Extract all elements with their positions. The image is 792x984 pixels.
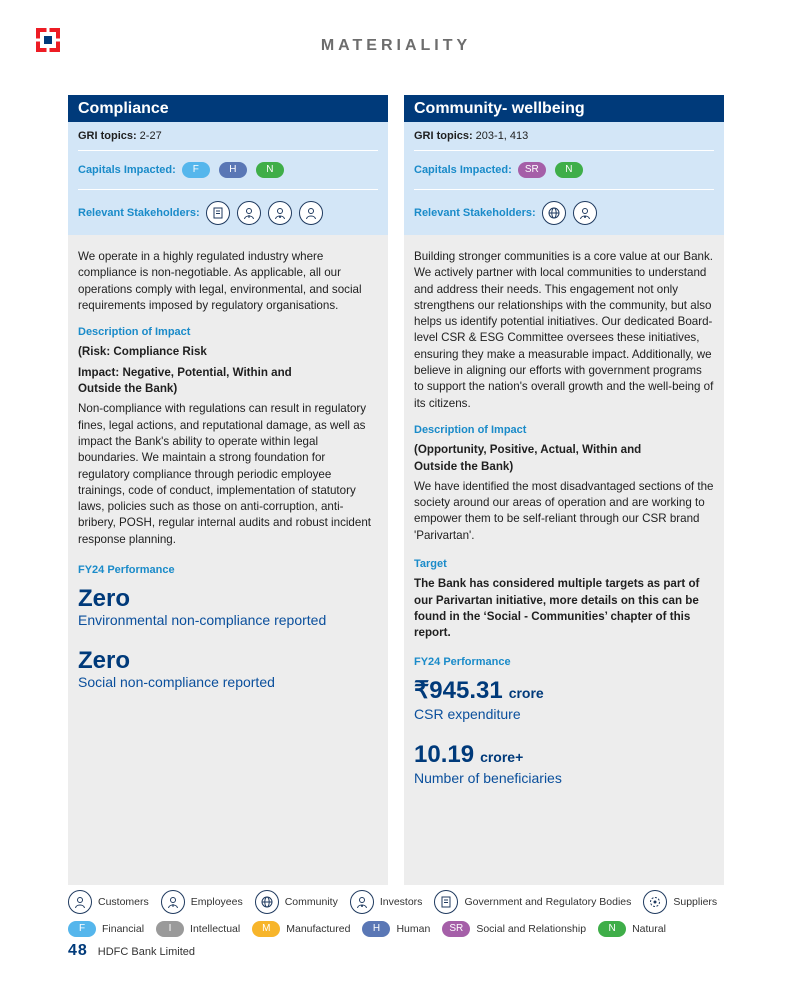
capital-badge: F bbox=[182, 162, 210, 178]
capital-badge: N bbox=[598, 921, 626, 937]
employee-icon bbox=[161, 890, 185, 914]
metric-label: Number of beneficiaries bbox=[414, 769, 562, 786]
metric-value: Zero bbox=[78, 647, 131, 675]
stakeholders-label: Relevant Stakeholders: bbox=[414, 206, 536, 219]
metric-value: Zero bbox=[78, 585, 131, 613]
legend-label: Manufactured bbox=[286, 923, 351, 935]
legend-label: Natural bbox=[632, 923, 666, 935]
capital-badge: F bbox=[68, 921, 96, 937]
page-footer bbox=[68, 942, 195, 960]
metric-label: Social non-compliance reported bbox=[78, 674, 275, 691]
metric-unit: crore+ bbox=[480, 748, 524, 765]
capital-badge: N bbox=[555, 162, 583, 178]
section-title: MATERIALITY bbox=[320, 37, 472, 54]
investor-icon bbox=[573, 201, 597, 225]
gri-row bbox=[414, 122, 714, 151]
capital-badge: SR bbox=[518, 162, 546, 178]
capital-badge: M bbox=[252, 921, 280, 937]
legend-label: Financial bbox=[102, 923, 145, 935]
metric-value: 10.19 bbox=[414, 740, 475, 768]
stakeholders-label: Relevant Stakeholders: bbox=[78, 206, 200, 219]
supplier-icon bbox=[643, 890, 667, 914]
metric-value: ₹945.31 bbox=[414, 676, 503, 704]
target-heading: Target bbox=[414, 558, 447, 571]
stakeholders-row bbox=[414, 190, 714, 235]
impact-text: Non-compliance with regulations can result in regulatory fines, legal actions, and reputational damage, as well as impact the Bank's ability to operate within legal boundaries. We maintain a strong foundation for regulatory compliance through periodic employee trainings, code of conduct, implementation of statutory laws, policies such as those on anti-corruption, anti-bribery, POSH, regular internal audits and robust incident response planning. bbox=[78, 402, 372, 546]
capital-badge: H bbox=[219, 162, 247, 178]
government-icon bbox=[434, 890, 458, 914]
community-icon bbox=[255, 890, 279, 914]
impact-heading: Description of Impact bbox=[414, 423, 527, 436]
panel-title: Community- wellbeing bbox=[404, 95, 724, 122]
panel-title: Compliance bbox=[68, 95, 388, 122]
capital-badge: I bbox=[156, 921, 184, 937]
impact-type: (Opportunity, Positive, Actual, Within and Outside the Bank) bbox=[414, 443, 642, 473]
legend-label: Social and Relationship bbox=[476, 923, 587, 935]
capital-badge: N bbox=[256, 162, 284, 178]
intro-text: Building stronger communities is a core value at our Bank. We actively partner with local communities to understand and address their needs. This engagement not only strengthens our relationships with the community, but also helps us identify potential initiatives. Our dedicated Board-level CSR & ESG Committee oversees these initiatives, ensuring they make a measurable impact. Additionally, we believe in aligning our efforts with government programs to support the nation's overall growth and the well-being of its citizens. bbox=[414, 250, 714, 410]
legend-label: Intellectual bbox=[190, 923, 241, 935]
page-number: 48 bbox=[68, 942, 88, 959]
employee-icon bbox=[237, 201, 261, 225]
capitals-label: Capitals Impacted: bbox=[78, 164, 176, 176]
company-name: HDFC Bank Limited bbox=[97, 946, 195, 958]
legend-label: Human bbox=[396, 923, 431, 935]
impact-text: We have identified the most disadvantaged sections of the society around our areas of operation and are working to empower them to be self-reliant through our CSR brand 'Parivartan'. bbox=[414, 479, 714, 542]
legend-label: Customers bbox=[98, 896, 149, 908]
investor-icon bbox=[350, 890, 374, 914]
capital-badge: H bbox=[362, 921, 390, 937]
performance-heading: FY24 Performance bbox=[414, 655, 511, 668]
legend-label: Investors bbox=[379, 896, 423, 908]
community-panel bbox=[404, 95, 724, 885]
compliance-panel bbox=[68, 95, 388, 885]
target-text: The Bank has considered multiple targets as part of our Parivartan initiative, more details on this can be found in the ‘Social - Communities’ chapter of this report. bbox=[414, 577, 700, 640]
investor-icon bbox=[268, 201, 292, 225]
metric-unit: crore bbox=[508, 684, 544, 701]
metric-label: Environmental non-compliance reported bbox=[78, 612, 327, 629]
stakeholder-legend bbox=[68, 890, 729, 914]
capital-badge: SR bbox=[442, 921, 470, 937]
panel-meta bbox=[404, 122, 724, 235]
legend-label: Employees bbox=[190, 896, 243, 908]
metric-label: CSR expenditure bbox=[414, 705, 521, 722]
risk-label: (Risk: Compliance Risk bbox=[78, 345, 207, 359]
government-icon bbox=[206, 201, 230, 225]
capitals-row bbox=[78, 151, 378, 190]
performance-heading: FY24 Performance bbox=[78, 564, 175, 577]
gri-label: GRI topics: bbox=[414, 130, 473, 142]
stakeholders-row bbox=[78, 190, 378, 235]
panel-meta bbox=[68, 122, 388, 235]
gri-value: 203-1, 413 bbox=[475, 130, 529, 142]
customer-icon bbox=[68, 890, 92, 914]
intro-text: We operate in a highly regulated industry where compliance is non-negotiable. As applicable, all our operations comply with legal, environmental, and social requirements imposed by regulatory organisations. bbox=[78, 250, 362, 312]
gri-row bbox=[78, 122, 378, 151]
capitals-label: Capitals Impacted: bbox=[414, 164, 512, 176]
gri-label: GRI topics: bbox=[78, 130, 137, 142]
impact-type: Impact: Negative, Potential, Within and Outside the Bank) bbox=[78, 365, 292, 396]
legend-label: Government and Regulatory Bodies bbox=[464, 896, 632, 908]
gri-value: 2-27 bbox=[139, 130, 162, 142]
panel-body bbox=[404, 235, 724, 786]
capitals-row bbox=[414, 151, 714, 190]
customer-icon bbox=[299, 201, 323, 225]
legend-label: Suppliers bbox=[673, 896, 718, 908]
legend-label: Community bbox=[284, 896, 338, 908]
impact-heading: Description of Impact bbox=[78, 326, 191, 339]
capitals-legend bbox=[68, 921, 678, 937]
community-icon bbox=[542, 201, 566, 225]
panel-body bbox=[68, 235, 388, 690]
